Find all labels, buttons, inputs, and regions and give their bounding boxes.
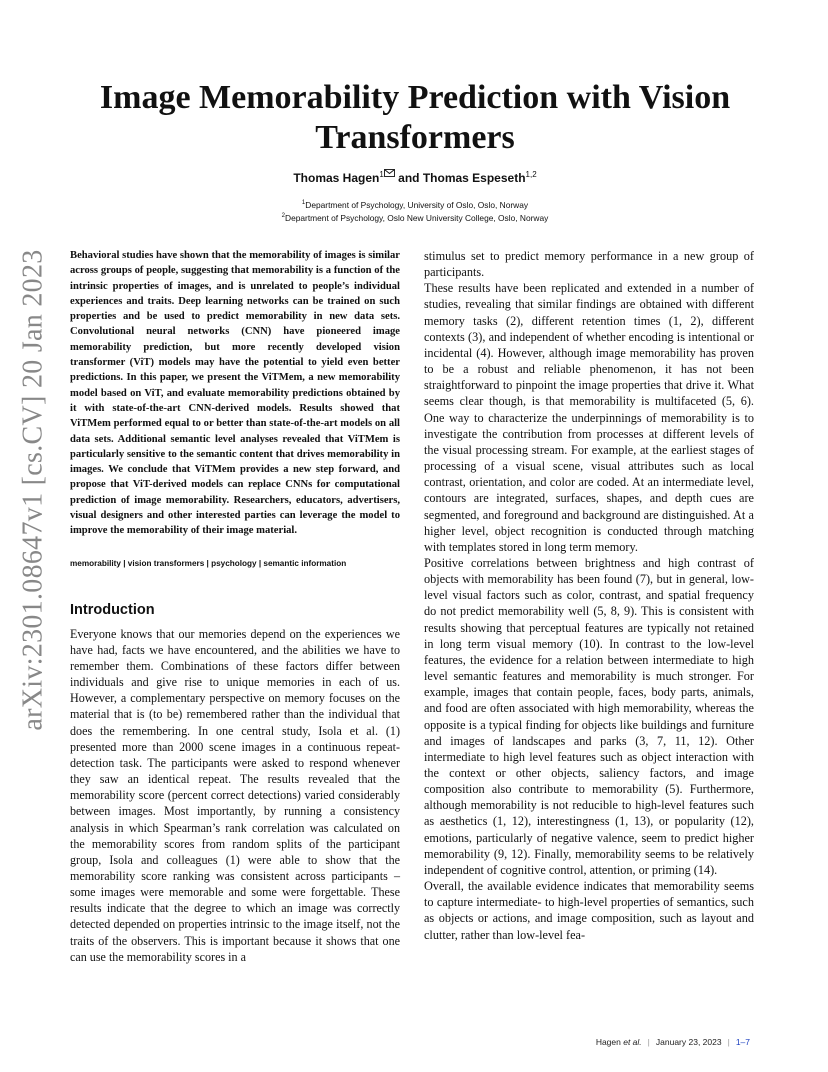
envelope-icon[interactable] — [384, 166, 395, 180]
author-2-affil: 1,2 — [525, 170, 537, 179]
affiliation-2: $^2$Department of Psychology, Oslo New University College, Oslo, Norway — [281, 212, 549, 223]
page-footer — [596, 1037, 750, 1047]
intro-paragraph-3: These results have been replicated and extended in a number of studies, revealing that similar findings are obtained with different memory tasks (2), different retention times (1, 2), different contexts (3), and independent of whether encoding is intentional or incidental (4). However, although image memorability has proven to be a robust and reliable phenomenon, it has not been straightforward to pinpoint the image properties that drive it. What seems clear though, is that memorability is multifaceted (5, 6). One way to characterize the underpinnings of memorability is to investigate the contribution from processes at different levels of the visual processing stream. For example, at the earliest stages of processing of a visual scene, visual attributes such as local contrast, orientation, and color are coded. At an intermediate level, contours are integrated, surfaces, shapes, and depth cues are segmented, and foreground and background are distinguished. At a higher level, object recognition is conducted through matching with templates stored in long term memory. — [424, 281, 754, 554]
abstract: Behavioral studies have shown that the memorability of images is similar across groups of people, suggesting that memorability is a function of the intrinsic properties of images, and is unrelated to people’s individual experiences and traits. Deep learning networks can be trained on such properties and be used to predict memorability in new data sets. Convolutional neural networks (CNN) have pioneered image memorability prediction, but more recently developed vision transformer (ViT) models may have the potential to yield even better predictions. In this paper, we present the ViTMem, a new memorability model based on ViT, and evaluate memorability predictions obtained by it with state-of-the-art CNN-derived models. Results showed that ViTMem performed equal to or better than state-of-the-art models on all data sets. Additional semantic level analyses revealed that ViTMem is particularly sensitive to the semantic content that drives memorability in images. We conclude that ViTMem provides a new step forward, and propose that ViT-derived models can replace CNNs for computational prediction of image memorability. Researchers, educators, advertisers, visual designers and other interested parties can leverage the model to improve the memorability of their image material. — [70, 250, 400, 537]
right-column — [424, 248, 754, 943]
left-column — [70, 248, 400, 965]
keywords: memorability | vision transformers | psychology | semantic information — [70, 558, 347, 568]
intro-paragraph-1: Everyone knows that our memories depend on the experiences we have had, facts we have encountered, and the abilities we have to remember them. Combinations of these factors differ between individuals and give rise to unique memories in each of us. However, a complementary perspective on memory focuses on the material that is (to be) remembered rather than the individual that does the remembering. In one central study, Isola et al. (1) presented more than 2000 scene images in a continuous repeat-detection task. The participants were asked to respond whenever they saw an identical repeat. The results revealed that the memorability score (percent correct detections) varied considerably between images. Most importantly, by running a consistency analysis in which Spearman’s rank correlation was calculated on the memorability scores from random splits of the participant group, Isola and colleagues (1) were able to show that the memorability score ranking was consistent across participants – some images were memorable and some were forgettable. These results indicate that the degree to which an image was correctly detected depended on properties intrinsic to the image itself, not the traits of the observers. This is important because it shows that one can use the memorability scores in a — [70, 626, 400, 964]
intro-paragraph-4: Positive correlations between brightness and high contrast of objects with memorability has been found (7), but in general, low-level visual factors such as color, contrast, and spatial frequency do not predict memorability well (5, 8, 9). This is consistent with results showing that perceptual features are typically not retained in long term visual memory (10). In contrast to the low-level features, the evidence for a relation between intermediate to high level semantic features and memorability is much stronger. For example, images that contain people, faces, body parts, animals, and food are often associated with high memorability, whereas the opposite is a typical finding for objects like buildings and furniture and images of landscapes and parks (3, 7, 11, 12). Other intermediate to high level features such as object interaction with the context or other objects, saliency factors, and image composition also contribute to memorability (5). Furthermore, although memorability is not reducible to high-level features such as aesthetics (1, 12), interestingness (1, 13), or popularity (12), emotions, particularly of negative valence, seem to predict higher memorability (9, 12). Finally, memorability seems to be relatively independent of cognitive control, attention, or priming (14). — [424, 555, 754, 877]
author-2: Thomas Espeseth — [422, 171, 526, 185]
affiliation-1: $^1$Department of Psychology, University of Oslo, Oslo, Norway — [301, 199, 529, 210]
section-heading-introduction: Introduction — [70, 601, 155, 618]
footer-page-range[interactable]: 1–7 — [735, 1037, 750, 1047]
footer-author: Hagen — [595, 1037, 624, 1047]
footer-separator: | — [647, 1037, 650, 1047]
footer-date: January 23, 2023 — [655, 1037, 722, 1047]
affiliations — [70, 198, 760, 224]
intro-paragraph-2: stimulus set to predict memory performance in a new group of participants. — [424, 249, 754, 280]
author-line — [70, 166, 760, 185]
footer-separator: | — [727, 1037, 730, 1047]
arxiv-identifier: arXiv:2301.08647v1 [cs.CV] 20 Jan 2023 — [18, 249, 49, 731]
intro-paragraph-5: Overall, the available evidence indicates that memorability seems to capture intermediate- to high-level properties of semantics, such as objects or actions, and image composition, such as layout and clutter, rather than low-level fea- — [424, 879, 754, 942]
author-1-affil: 1 — [379, 170, 384, 179]
paper-title: Image Memorability Prediction with Vision Transformers — [99, 79, 731, 156]
author-connector: and — [394, 171, 423, 185]
footer-etal: et al. — [623, 1037, 642, 1047]
author-1: Thomas Hagen — [293, 171, 380, 185]
arxiv-side-stamp — [14, 249, 54, 731]
